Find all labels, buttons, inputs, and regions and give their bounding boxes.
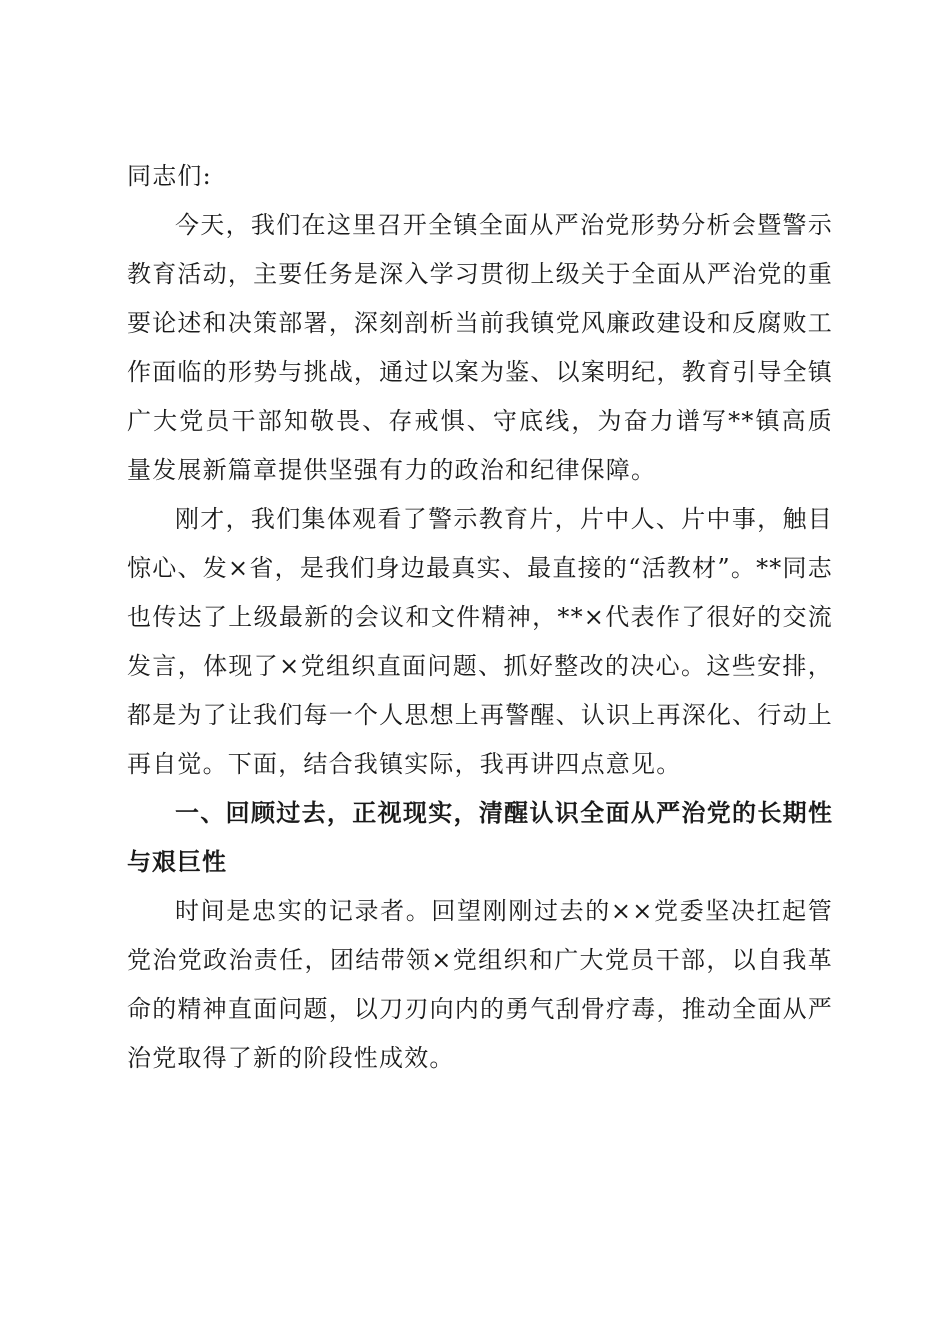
paragraph-intro: 今天，我们在这里召开全镇全面从严治党形势分析会暨警示教育活动，主要任务是深入学习贯彻上级关于全面从严治党的重要论述和决策部署，深刻剖析当前我镇党风廉政建设和反腐败工作面临的形势与挑战，通过以案为鉴、以案明纪，教育引导全镇广大党员干部知敬畏、存戒惧、守底线，为奋力谱写**镇高质量发展新篇章提供坚强有力的政治和纪律保障。: [127, 211, 833, 484]
section-heading: 一、回顾过去，正视现实，清醒认识全面从严治党的长期性与艰巨性: [127, 799, 833, 876]
document-body: [127, 152, 833, 1083]
section-paragraph: 时间是忠实的记录者。回望刚刚过去的××党委坚决扛起管党治党政治责任，团结带领×党组织和广大党员干部，以自我革命的精神直面问题，以刀刃向内的勇气刮骨疗毒，推动全面从严治党取得了新的阶段性成效。: [127, 897, 833, 1072]
paragraph-review: 刚才，我们集体观看了警示教育片，片中人、片中事，触目惊心、发×省，是我们身边最真实、最直接的“活教材”。**同志也传达了上级最新的会议和文件精神，**×代表作了很好的交流发言，体现了×党组织直面问题、抓好整改的决心。这些安排，都是为了让我们每一个人思想上再警醒、认识上再深化、行动上再自觉。下面，结合我镇实际，我再讲四点意见。: [127, 505, 833, 778]
salutation: 同志们:: [127, 162, 212, 190]
